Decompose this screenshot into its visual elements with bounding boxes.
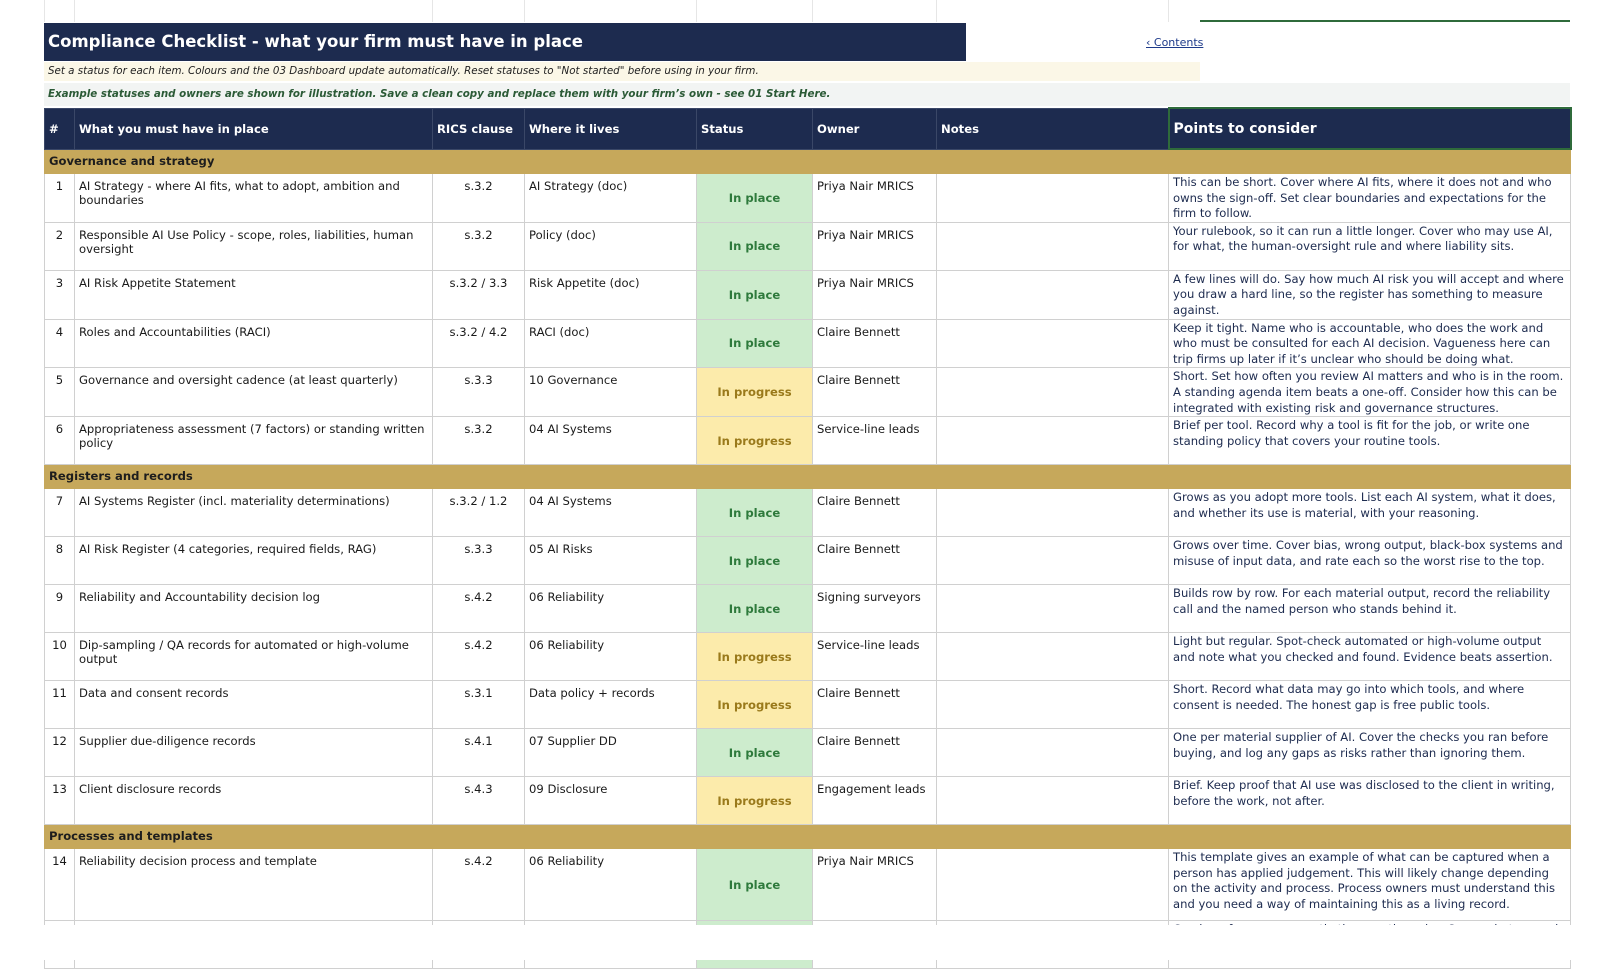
item-cell[interactable]: Dip-sampling / QA records for automated or high-volume output: [75, 633, 433, 681]
col-header-item[interactable]: What you must have in place: [75, 108, 433, 149]
status-cell[interactable]: In place: [697, 585, 813, 633]
owner-cell[interactable]: Claire Bennett: [813, 537, 937, 585]
rics-clause-cell[interactable]: s.3.2 / 1.2: [433, 489, 525, 537]
col-header-notes[interactable]: Notes: [937, 108, 1169, 149]
section-label[interactable]: Processes and templates: [45, 825, 1571, 849]
where-it-lives-cell[interactable]: 05 AI Risks: [525, 537, 697, 585]
table-row: [45, 174, 1571, 223]
where-it-lives-cell[interactable]: RACI (doc): [525, 319, 697, 368]
where-it-lives-cell[interactable]: 06 Reliability: [525, 849, 697, 921]
rics-clause-cell[interactable]: s.3.1: [433, 681, 525, 729]
table-row: [45, 777, 1571, 825]
status-cell[interactable]: In place: [697, 319, 813, 368]
section-row: [45, 825, 1571, 849]
rics-clause-cell[interactable]: s.4.3: [433, 777, 525, 825]
contents-link[interactable]: ‹ Contents: [1146, 36, 1204, 49]
table-row: [45, 537, 1571, 585]
item-cell[interactable]: Governance and oversight cadence (at least quarterly): [75, 368, 433, 417]
row-number-cell[interactable]: 6: [45, 417, 75, 465]
owner-cell[interactable]: Priya Nair MRICS: [813, 270, 937, 319]
status-cell[interactable]: In progress: [697, 368, 813, 417]
notes-cell[interactable]: [937, 585, 1169, 633]
owner-cell[interactable]: Priya Nair MRICS: [813, 174, 937, 223]
where-it-lives-cell[interactable]: 10 Governance: [525, 368, 697, 417]
item-cell[interactable]: Appropriateness assessment (7 factors) or standing written policy: [75, 417, 433, 465]
points-to-consider-cell[interactable]: Light but regular. Spot-check automated or high-volume output and note what you checked and found. Evidence beats assertion.: [1169, 633, 1571, 681]
status-cell[interactable]: In progress: [697, 681, 813, 729]
owner-cell[interactable]: Priya Nair MRICS: [813, 222, 937, 270]
item-cell[interactable]: AI Systems Register (incl. materiality determinations): [75, 489, 433, 537]
status-cell[interactable]: In place: [697, 270, 813, 319]
row-number-cell[interactable]: 7: [45, 489, 75, 537]
item-cell[interactable]: Reliability and Accountability decision log: [75, 585, 433, 633]
rics-clause-cell[interactable]: s.4.2: [433, 849, 525, 921]
notes-cell[interactable]: [937, 174, 1169, 223]
status-cell[interactable]: In place: [697, 174, 813, 223]
item-cell[interactable]: AI Risk Register (4 categories, required fields, RAG): [75, 537, 433, 585]
row-number-cell[interactable]: 14: [45, 849, 75, 921]
rics-clause-cell[interactable]: s.4.2: [433, 633, 525, 681]
item-cell[interactable]: Supplier due-diligence records: [75, 729, 433, 777]
owner-cell[interactable]: Service-line leads: [813, 417, 937, 465]
rics-clause-cell[interactable]: s.3.3: [433, 537, 525, 585]
item-cell[interactable]: Roles and Accountabilities (RACI): [75, 319, 433, 368]
table-row: [45, 368, 1571, 417]
row-number-cell[interactable]: 2: [45, 222, 75, 270]
row-number-cell[interactable]: 11: [45, 681, 75, 729]
where-it-lives-cell[interactable]: 06 Reliability: [525, 585, 697, 633]
owner-cell[interactable]: Claire Bennett: [813, 681, 937, 729]
notes-cell[interactable]: [937, 489, 1169, 537]
points-to-consider-cell[interactable]: This template gives an example of what can be captured when a person has applied judgement. This will likely change depending on the activity and process. Process owners must understand this and you need a way of maintaining this as a living record.: [1169, 849, 1571, 921]
status-cell[interactable]: In progress: [697, 777, 813, 825]
notes-cell[interactable]: [937, 681, 1169, 729]
section-row: [45, 149, 1571, 174]
rics-clause-cell[interactable]: s.3.2 / 4.2: [433, 319, 525, 368]
points-to-consider-cell[interactable]: Brief per tool. Record why a tool is fit for the job, or write one standing policy that covers your routine tools.: [1169, 417, 1571, 465]
rics-clause-cell[interactable]: s.3.2: [433, 222, 525, 270]
notes-cell[interactable]: [937, 537, 1169, 585]
where-it-lives-cell[interactable]: Policy (doc): [525, 222, 697, 270]
table-row: [45, 489, 1571, 537]
page-title: Compliance Checklist - what your firm must have in place: [44, 23, 966, 61]
points-to-consider-cell[interactable]: Grows over time. Cover bias, wrong output, black-box systems and misuse of input data, and rate each so the worst rise to the top.: [1169, 537, 1571, 585]
row-number-cell[interactable]: 5: [45, 368, 75, 417]
owner-cell[interactable]: Engagement leads: [813, 777, 937, 825]
where-it-lives-cell[interactable]: Risk Appetite (doc): [525, 270, 697, 319]
notes-cell[interactable]: [937, 319, 1169, 368]
where-it-lives-cell[interactable]: 07 Supplier DD: [525, 729, 697, 777]
owner-cell[interactable]: Claire Bennett: [813, 489, 937, 537]
rics-clause-cell[interactable]: s.3.3: [433, 368, 525, 417]
owner-cell[interactable]: Signing surveyors: [813, 585, 937, 633]
checklist-body: [45, 149, 1571, 969]
section-label[interactable]: Registers and records: [45, 465, 1571, 489]
points-to-consider-cell[interactable]: Builds row by row. For each material output, record the reliability call and the named person who stands behind it.: [1169, 585, 1571, 633]
where-it-lives-cell[interactable]: 04 AI Systems: [525, 417, 697, 465]
where-it-lives-cell[interactable]: AI Strategy (doc): [525, 174, 697, 223]
status-cell[interactable]: In place: [697, 729, 813, 777]
where-it-lives-cell[interactable]: 09 Disclosure: [525, 777, 697, 825]
points-to-consider-cell[interactable]: Your rulebook, so it can run a little longer. Cover who may use AI, for what, the human-oversight rule and where liability sits.: [1169, 222, 1571, 270]
row-number-cell[interactable]: 13: [45, 777, 75, 825]
table-row: [45, 222, 1571, 270]
points-to-consider-cell[interactable]: Grows as you adopt more tools. List each AI system, what it does, and whether its use is material, with your reasoning.: [1169, 489, 1571, 537]
status-cell[interactable]: In place: [697, 849, 813, 921]
where-it-lives-cell[interactable]: 06 Reliability: [525, 633, 697, 681]
row-number-cell[interactable]: 3: [45, 270, 75, 319]
notes-cell[interactable]: [937, 368, 1169, 417]
top-grid-strip: [36, 0, 1576, 22]
points-to-consider-cell[interactable]: Keep it tight. Name who is accountable, who does the work and who must be consulted for each AI decision. Vagueness here can trip firms up later if it’s unclear who should be doing what.: [1169, 319, 1571, 368]
points-to-consider-cell[interactable]: Short. Set how often you review AI matters and who is in the room. A standing agenda item beats a one-off. Consider how this can be integrated with existing risk and governance structures.: [1169, 368, 1571, 417]
points-to-consider-cell[interactable]: A few lines will do. Say how much AI risk you will accept and where you draw a hard line, so the register has something to measure against.: [1169, 270, 1571, 319]
rics-clause-cell[interactable]: s.3.2: [433, 174, 525, 223]
row-number-cell[interactable]: 1: [45, 174, 75, 223]
where-it-lives-cell[interactable]: Data policy + records: [525, 681, 697, 729]
item-cell[interactable]: Data and consent records: [75, 681, 433, 729]
owner-cell[interactable]: Priya Nair MRICS: [813, 849, 937, 921]
notes-cell[interactable]: [937, 417, 1169, 465]
item-cell[interactable]: Reliability decision process and template: [75, 849, 433, 921]
notes-cell[interactable]: [937, 849, 1169, 921]
status-cell[interactable]: In place: [697, 489, 813, 537]
viewport-bottom-edge: [0, 925, 1600, 960]
section-label[interactable]: Governance and strategy: [45, 149, 1571, 174]
selected-cell-border: [1200, 20, 1570, 22]
where-it-lives-cell[interactable]: 04 AI Systems: [525, 489, 697, 537]
col-header-clause[interactable]: RICS clause: [433, 108, 525, 149]
table-row: [45, 417, 1571, 465]
status-cell[interactable]: In place: [697, 537, 813, 585]
status-cell[interactable]: In place: [697, 222, 813, 270]
status-instruction-note: Set a status for each item. Colours and the 03 Dashboard update automatically. Reset statuses to "Not started" before using in your firm.: [44, 62, 1200, 81]
item-cell[interactable]: AI Strategy - where AI fits, what to adopt, ambition and boundaries: [75, 174, 433, 223]
status-cell[interactable]: In progress: [697, 633, 813, 681]
table-row: [45, 319, 1571, 368]
rics-clause-cell[interactable]: s.4.1: [433, 729, 525, 777]
notes-cell[interactable]: [937, 729, 1169, 777]
col-header-num[interactable]: #: [45, 108, 75, 149]
points-to-consider-cell[interactable]: One per material supplier of AI. Cover the checks you ran before buying, and log any gaps as risks rather than ignoring them.: [1169, 729, 1571, 777]
row-number-cell[interactable]: 9: [45, 585, 75, 633]
col-header-status[interactable]: Status: [697, 108, 813, 149]
item-cell[interactable]: Client disclosure records: [75, 777, 433, 825]
header-row: [45, 108, 1571, 149]
col-header-owner[interactable]: Owner: [813, 108, 937, 149]
table-row: [45, 849, 1571, 921]
rics-clause-cell[interactable]: s.4.2: [433, 585, 525, 633]
points-to-consider-cell[interactable]: This can be short. Cover where AI fits, where it does not and who owns the sign-off. Set clear boundaries and expectations for the firm to follow.: [1169, 174, 1571, 223]
table-row: [45, 633, 1571, 681]
row-number-cell[interactable]: 8: [45, 537, 75, 585]
notes-cell[interactable]: [937, 777, 1169, 825]
notes-cell[interactable]: [937, 270, 1169, 319]
points-to-consider-cell[interactable]: Short. Record what data may go into which tools, and where consent is needed. The honest gap is free public tools.: [1169, 681, 1571, 729]
row-number-cell[interactable]: 12: [45, 729, 75, 777]
item-cell[interactable]: AI Risk Appetite Statement: [75, 270, 433, 319]
notes-cell[interactable]: [937, 633, 1169, 681]
col-header-points[interactable]: Points to consider: [1169, 108, 1571, 149]
points-to-consider-cell[interactable]: Brief. Keep proof that AI use was disclosed to the client in writing, before the work, not after.: [1169, 777, 1571, 825]
rics-clause-cell[interactable]: s.3.2 / 3.3: [433, 270, 525, 319]
row-number-cell[interactable]: 4: [45, 319, 75, 368]
example-data-note: Example statuses and owners are shown for illustration. Save a clean copy and replace them with your firm’s own - see 01 Start Here.: [44, 83, 1570, 106]
table-row: [45, 681, 1571, 729]
table-row: [45, 729, 1571, 777]
rics-clause-cell[interactable]: s.3.2: [433, 417, 525, 465]
status-cell[interactable]: In progress: [697, 417, 813, 465]
notes-cell[interactable]: [937, 222, 1169, 270]
item-cell[interactable]: Responsible AI Use Policy - scope, roles, liabilities, human oversight: [75, 222, 433, 270]
row-number-cell[interactable]: 10: [45, 633, 75, 681]
table-row: [45, 270, 1571, 319]
owner-cell[interactable]: Service-line leads: [813, 633, 937, 681]
table-row: [45, 585, 1571, 633]
section-row: [45, 465, 1571, 489]
owner-cell[interactable]: Claire Bennett: [813, 729, 937, 777]
owner-cell[interactable]: Claire Bennett: [813, 368, 937, 417]
col-header-where[interactable]: Where it lives: [525, 108, 697, 149]
checklist-table: [44, 107, 1572, 969]
owner-cell[interactable]: Claire Bennett: [813, 319, 937, 368]
